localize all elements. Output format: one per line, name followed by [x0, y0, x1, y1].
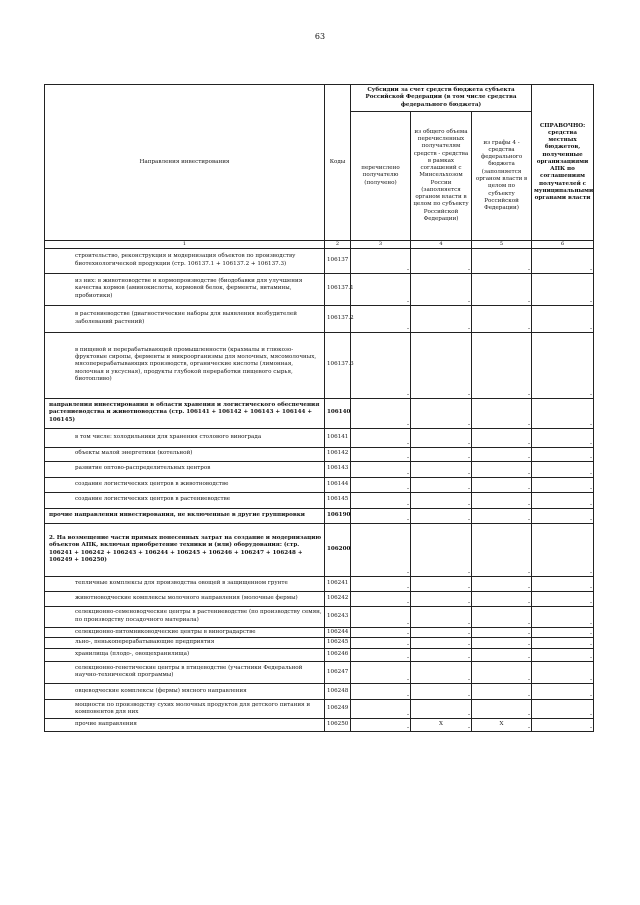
cell-corner-mark: - — [467, 691, 470, 699]
row-direction: создание логистических центров в растениеводстве — [45, 492, 325, 508]
row-value-col5 — [472, 332, 532, 398]
row-value-col3 — [351, 576, 411, 591]
cell-corner-mark: - — [467, 629, 470, 637]
col-number: 4 — [411, 241, 472, 249]
row-value-col5 — [472, 661, 532, 683]
row-direction: хранилища (плодо-, овощехранилища) — [45, 648, 325, 661]
row-value-col4 — [411, 248, 472, 273]
cell-corner-mark: - — [467, 710, 470, 718]
cell-corner-mark: - — [528, 439, 531, 447]
header-codes: Коды — [325, 85, 351, 241]
cell-corner-mark: - — [528, 691, 531, 699]
row-code: 106246 — [325, 648, 351, 661]
row-value-col6 — [532, 627, 594, 637]
row-value-col4 — [411, 661, 472, 683]
row-direction: овцеводческие комплексы (фермы) мясного направления — [45, 683, 325, 699]
cell-corner-mark: - — [467, 484, 470, 492]
row-value-col6 — [532, 398, 594, 428]
row-direction: прочие направления — [45, 718, 325, 731]
row-value-col4 — [411, 305, 472, 332]
row-value-col3 — [351, 492, 411, 508]
row-value-col5 — [472, 461, 532, 477]
row-code: 106140 — [325, 398, 351, 428]
row-code: 106241 — [325, 576, 351, 591]
row-value-col5 — [472, 248, 532, 273]
cell-corner-mark: - — [467, 265, 470, 273]
table-row — [45, 508, 594, 523]
row-value-col3 — [351, 591, 411, 606]
row-value-col4 — [411, 718, 472, 731]
cell-corner-mark: - — [467, 439, 470, 447]
cell-corner-mark: - — [590, 598, 593, 606]
row-code: 106143 — [325, 461, 351, 477]
cell-corner-mark: - — [528, 675, 531, 683]
row-value-col3 — [351, 273, 411, 305]
row-direction: направления инвестирования в области хранения и логистического обеспечения растениеводства и животноводства (стр. 106141 + 106142 + 106143 + 106144 + 106145) — [45, 398, 325, 428]
cell-corner-mark: - — [467, 619, 470, 627]
cell-corner-mark: - — [467, 324, 470, 332]
cell-corner-mark: - — [528, 640, 531, 648]
row-value-col4 — [411, 699, 472, 718]
col-number: 6 — [532, 241, 594, 249]
cell-corner-mark: - — [467, 583, 470, 591]
cell-corner-mark: - — [528, 297, 531, 305]
row-value-col3 — [351, 637, 411, 648]
row-value-col3 — [351, 447, 411, 461]
cell-corner-mark: - — [406, 629, 409, 637]
row-code: 106137 — [325, 248, 351, 273]
cell-corner-mark: - — [590, 469, 593, 477]
row-value-col6 — [532, 447, 594, 461]
row-value-col5 — [472, 428, 532, 447]
row-code: 106249 — [325, 699, 351, 718]
cell-corner-mark: - — [590, 640, 593, 648]
row-value-col3 — [351, 683, 411, 699]
header-transferred: перечислено получателю (получено) — [351, 112, 411, 241]
cell-corner-mark: - — [590, 515, 593, 523]
row-direction: животноводческие комплексы молочного направления (молочные фермы) — [45, 591, 325, 606]
header-from-total: из общего объема перечисленных получателям средств - средства в рамках соглашений с Минсельхозом России (заполняется органом власти в целом по субъекту Российской Федерации) — [411, 112, 472, 241]
row-code: 106190 — [325, 508, 351, 523]
table-row — [45, 248, 594, 273]
row-code: 106248 — [325, 683, 351, 699]
cell-corner-mark: - — [467, 453, 470, 461]
cell-corner-mark: - — [590, 653, 593, 661]
table-row — [45, 447, 594, 461]
row-value-col5 — [472, 718, 532, 731]
row-code: 106244 — [325, 627, 351, 637]
cell-corner-mark: - — [590, 619, 593, 627]
row-value-col6 — [532, 648, 594, 661]
cell-corner-mark: - — [528, 619, 531, 627]
row-value-col6 — [532, 591, 594, 606]
row-value-col3 — [351, 477, 411, 492]
row-direction: в растениеводстве (диагностические наборы для выявления возбудителей заболеваний растений) — [45, 305, 325, 332]
cell-corner-mark: - — [590, 500, 593, 508]
row-value-col6 — [532, 477, 594, 492]
cell-corner-mark: - — [528, 390, 531, 398]
table-row — [45, 648, 594, 661]
cell-corner-mark: - — [406, 324, 409, 332]
row-code: 106200 — [325, 523, 351, 576]
header-row-top — [45, 85, 594, 112]
row-value-col3 — [351, 661, 411, 683]
cell-corner-mark: - — [590, 629, 593, 637]
cell-corner-mark: - — [467, 297, 470, 305]
cell-corner-mark: - — [467, 723, 470, 731]
table-row — [45, 332, 594, 398]
row-value-col4 — [411, 591, 472, 606]
cell-corner-mark: - — [528, 583, 531, 591]
row-direction: селекционно-питомниководческие центры в виноградарстве — [45, 627, 325, 637]
row-value-col6 — [532, 248, 594, 273]
cell-corner-mark: - — [467, 515, 470, 523]
row-value-col4 — [411, 606, 472, 627]
row-value-col6 — [532, 576, 594, 591]
cell-corner-mark: - — [467, 598, 470, 606]
row-value-col6 — [532, 699, 594, 718]
table-body — [45, 248, 594, 731]
row-value-col4 — [411, 492, 472, 508]
row-value-col3 — [351, 699, 411, 718]
row-code: 106137.1 — [325, 273, 351, 305]
table-row — [45, 492, 594, 508]
cell-corner-mark: - — [528, 568, 531, 576]
row-value-col5 — [472, 648, 532, 661]
row-code: 106247 — [325, 661, 351, 683]
cell-corner-mark: - — [528, 420, 531, 428]
row-code: 106137.3 — [325, 332, 351, 398]
cell-corner-mark: - — [406, 515, 409, 523]
cell-corner-mark: - — [528, 629, 531, 637]
cell-corner-mark: - — [528, 515, 531, 523]
row-value-col6 — [532, 683, 594, 699]
table-row — [45, 305, 594, 332]
cell-corner-mark: - — [590, 583, 593, 591]
row-direction: в пищевой и перерабатывающей промышленности (крахмалы и глюкозо-фруктовые сиропы, ферменты и микроорганизмы для молочных, мясомолочных, мясоперерабатывающих производств, органические кислоты (лимонная, молочная и уксусная), продукты глубокой переработки пищевого сырья, биотопливо) — [45, 332, 325, 398]
row-value-col5 — [472, 492, 532, 508]
cell-corner-mark: - — [528, 469, 531, 477]
row-value-col4 — [411, 648, 472, 661]
row-value-col6 — [532, 332, 594, 398]
cell-corner-mark: - — [528, 710, 531, 718]
cell-corner-mark: - — [406, 723, 409, 731]
table-row — [45, 683, 594, 699]
row-direction: создание логистических центров в животноводстве — [45, 477, 325, 492]
table-row — [45, 661, 594, 683]
row-value-col4 — [411, 683, 472, 699]
cell-mark: X — [499, 721, 504, 728]
row-value-col5 — [472, 606, 532, 627]
cell-corner-mark: - — [406, 583, 409, 591]
table-row — [45, 718, 594, 731]
table-row — [45, 606, 594, 627]
cell-corner-mark: - — [590, 420, 593, 428]
cell-corner-mark: - — [590, 453, 593, 461]
cell-corner-mark: - — [406, 420, 409, 428]
header-reference: СПРАВОЧНО: средства местных бюджетов, полученные организациями АПК по соглашениям получателей с муниципальными органами власти — [532, 85, 594, 241]
cell-corner-mark: - — [528, 453, 531, 461]
cell-corner-mark: - — [467, 500, 470, 508]
cell-corner-mark: - — [406, 619, 409, 627]
row-value-col5 — [472, 305, 532, 332]
row-code: 106243 — [325, 606, 351, 627]
cell-corner-mark: - — [406, 500, 409, 508]
col-number: 3 — [351, 241, 411, 249]
row-code: 106245 — [325, 637, 351, 648]
row-value-col6 — [532, 273, 594, 305]
row-value-col3 — [351, 248, 411, 273]
row-value-col3 — [351, 398, 411, 428]
row-value-col5 — [472, 477, 532, 492]
row-value-col5 — [472, 683, 532, 699]
table-row — [45, 699, 594, 718]
cell-corner-mark: - — [406, 469, 409, 477]
cell-mark: X — [439, 721, 443, 728]
row-value-col6 — [532, 508, 594, 523]
cell-corner-mark: - — [467, 420, 470, 428]
row-value-col4 — [411, 477, 472, 492]
cell-corner-mark: - — [528, 324, 531, 332]
row-code: 106145 — [325, 492, 351, 508]
row-direction: льно-, пенькоперерабатывающие предприятия — [45, 637, 325, 648]
cell-corner-mark: - — [406, 390, 409, 398]
row-value-col6 — [532, 606, 594, 627]
row-value-col3 — [351, 606, 411, 627]
row-value-col5 — [472, 523, 532, 576]
cell-corner-mark: - — [406, 453, 409, 461]
row-direction: развитие оптово-распределительных центров — [45, 461, 325, 477]
row-value-col4 — [411, 447, 472, 461]
row-direction: селекционно-генетические центры в птицеводстве (участники Федеральной научно-технической программы) — [45, 661, 325, 683]
cell-corner-mark: - — [406, 675, 409, 683]
cell-corner-mark: - — [467, 568, 470, 576]
cell-corner-mark: - — [590, 324, 593, 332]
page-number: 63 — [314, 32, 326, 41]
row-value-col6 — [532, 718, 594, 731]
row-direction: из них: в животноводстве и кормопроизводстве (биодобавки для улучшения качества кормов (аминокислоты, кормовой белок, ферменты, витамины, пробиотики) — [45, 273, 325, 305]
row-code: 106250 — [325, 718, 351, 731]
row-direction: объекты малой энергетики (котельной) — [45, 447, 325, 461]
cell-corner-mark: - — [590, 439, 593, 447]
row-value-col6 — [532, 305, 594, 332]
cell-corner-mark: - — [590, 265, 593, 273]
row-value-col3 — [351, 428, 411, 447]
cell-corner-mark: - — [406, 653, 409, 661]
col-number: 5 — [472, 241, 532, 249]
row-value-col5 — [472, 508, 532, 523]
row-value-col4 — [411, 428, 472, 447]
header-subsidy-group: Субсидии за счет средств бюджета субъекта Российской Федерации (в том числе средства федерального бюджета) — [351, 85, 532, 112]
row-value-col4 — [411, 576, 472, 591]
row-value-col5 — [472, 398, 532, 428]
investment-table — [44, 84, 594, 732]
cell-corner-mark: - — [406, 265, 409, 273]
table-row — [45, 523, 594, 576]
cell-corner-mark: - — [528, 653, 531, 661]
row-value-col6 — [532, 637, 594, 648]
col-number: 2 — [325, 241, 351, 249]
row-value-col3 — [351, 718, 411, 731]
row-code: 106137.2 — [325, 305, 351, 332]
table-row — [45, 461, 594, 477]
cell-corner-mark: - — [590, 297, 593, 305]
table-row — [45, 477, 594, 492]
table-row — [45, 428, 594, 447]
row-value-col5 — [472, 447, 532, 461]
table-row — [45, 637, 594, 648]
cell-corner-mark: - — [406, 640, 409, 648]
header-direction: Направления инвестирования — [45, 85, 325, 241]
table-row — [45, 576, 594, 591]
row-value-col5 — [472, 637, 532, 648]
cell-corner-mark: - — [528, 723, 531, 731]
cell-corner-mark: - — [467, 675, 470, 683]
row-value-col3 — [351, 648, 411, 661]
cell-corner-mark: - — [528, 500, 531, 508]
row-value-col4 — [411, 508, 472, 523]
row-value-col3 — [351, 523, 411, 576]
row-value-col5 — [472, 699, 532, 718]
row-code: 106242 — [325, 591, 351, 606]
row-value-col4 — [411, 273, 472, 305]
table-row — [45, 627, 594, 637]
cell-corner-mark: - — [528, 598, 531, 606]
row-value-col5 — [472, 627, 532, 637]
cell-corner-mark: - — [590, 691, 593, 699]
cell-corner-mark: - — [590, 710, 593, 718]
row-value-col6 — [532, 428, 594, 447]
column-number-row — [45, 241, 594, 249]
row-code: 106141 — [325, 428, 351, 447]
cell-corner-mark: - — [467, 390, 470, 398]
cell-corner-mark: - — [406, 598, 409, 606]
cell-corner-mark: - — [590, 390, 593, 398]
row-value-col5 — [472, 591, 532, 606]
header-from-col4: из графы 4 - средства федерального бюджета (заполняется органом власти в целом по субъекту Российской Федерации) — [472, 112, 532, 241]
row-value-col6 — [532, 523, 594, 576]
row-direction: селекционно-семеноводческие центры в растениеводстве (по производству семян, по производству посадочного материала) — [45, 606, 325, 627]
row-direction: в том числе: холодильники для хранения столового винограда — [45, 428, 325, 447]
cell-corner-mark: - — [467, 469, 470, 477]
row-value-col4 — [411, 398, 472, 428]
row-value-col4 — [411, 332, 472, 398]
table-row — [45, 273, 594, 305]
row-direction: прочие направления инвестирования, не включенные в другие группировки — [45, 508, 325, 523]
table-row — [45, 398, 594, 428]
row-direction: мощности по производству сухих молочных продуктов для детского питания и компонентов для них — [45, 699, 325, 718]
cell-corner-mark: - — [406, 439, 409, 447]
row-value-col4 — [411, 461, 472, 477]
cell-corner-mark: - — [406, 484, 409, 492]
cell-corner-mark: - — [406, 297, 409, 305]
cell-corner-mark: - — [590, 723, 593, 731]
cell-corner-mark: - — [467, 640, 470, 648]
row-code: 106142 — [325, 447, 351, 461]
cell-corner-mark: - — [406, 691, 409, 699]
row-value-col3 — [351, 627, 411, 637]
row-value-col3 — [351, 461, 411, 477]
cell-corner-mark: - — [406, 710, 409, 718]
row-value-col6 — [532, 661, 594, 683]
row-direction: 2. На возмещение части прямых понесенных затрат на создание и модернизацию объектов АПК, включая приобретение техники и (или) оборудования: (стр. 106241 + 106242 + 106243 + 106244 + 106245 + 106246 + 106247 + 106248 + 106249 + 106250) — [45, 523, 325, 576]
row-value-col4 — [411, 637, 472, 648]
row-value-col5 — [472, 273, 532, 305]
cell-corner-mark: - — [406, 568, 409, 576]
row-value-col4 — [411, 627, 472, 637]
row-value-col3 — [351, 305, 411, 332]
cell-corner-mark: - — [528, 265, 531, 273]
cell-corner-mark: - — [590, 568, 593, 576]
cell-corner-mark: - — [528, 484, 531, 492]
cell-corner-mark: - — [590, 484, 593, 492]
row-direction: строительство, реконструкция и модернизация объектов по производству биотехнологической продукции (стр. 106137.1 + 106137.2 + 106137.3) — [45, 248, 325, 273]
row-value-col5 — [472, 576, 532, 591]
row-value-col3 — [351, 508, 411, 523]
row-value-col6 — [532, 461, 594, 477]
table-row — [45, 591, 594, 606]
row-value-col4 — [411, 523, 472, 576]
row-value-col3 — [351, 332, 411, 398]
cell-corner-mark: - — [590, 675, 593, 683]
cell-corner-mark: - — [467, 653, 470, 661]
row-direction: тепличные комплексы для производства овощей в защищенном грунте — [45, 576, 325, 591]
row-value-col6 — [532, 492, 594, 508]
row-code: 106144 — [325, 477, 351, 492]
col-number: 1 — [45, 241, 325, 249]
